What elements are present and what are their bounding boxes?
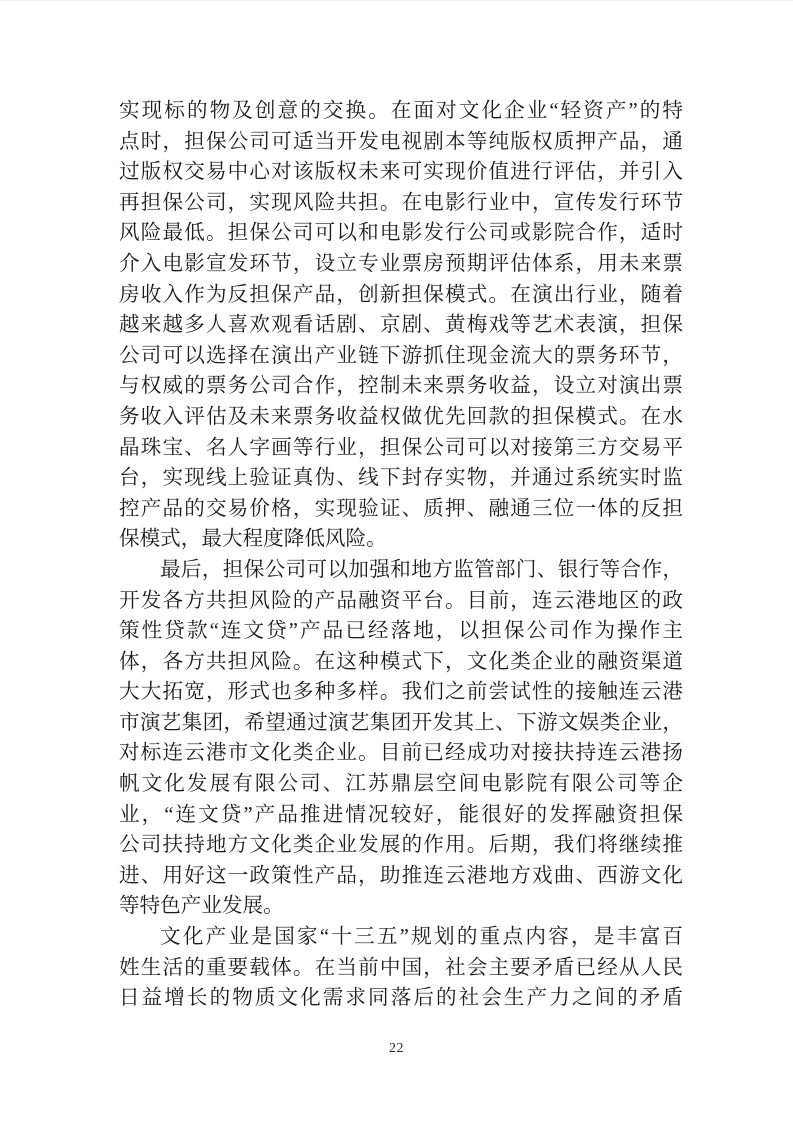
text-line: 文化产业是国家“十三五”规划的重点内容，是丰富百: [160, 926, 683, 949]
page-body-text: [119, 96, 683, 1014]
text-line: 介入电影宣发环节，设立专业票房预期评估体系，用未来票: [119, 252, 683, 275]
text-line: 体，各方共担风险。在这种模式下，文化类企业的融资渠道: [119, 650, 683, 673]
text-line: 对标连云港市文化类企业。目前已经成功对接扶持连云港扬: [119, 742, 683, 765]
text-line: 过版权交易中心对该版权未来可实现价值进行评估，并引入: [119, 161, 683, 184]
text-line: 进、用好这一政策性产品，助推连云港地方戏曲、西游文化: [119, 864, 683, 887]
text-line: 与权威的票务公司合作，控制未来票务收益，设立对演出票: [119, 375, 683, 398]
text-line: 开发各方共担风险的产品融资平台。目前，连云港地区的政: [119, 589, 683, 612]
page-footer: [0, 1039, 793, 1057]
text-line: 公司可以选择在演出产业链下游抓住现金流大的票务环节，: [119, 344, 683, 367]
text-line: 风险最低。担保公司可以和电影发行公司或影院合作，适时: [119, 222, 683, 245]
page-number: 22: [389, 1041, 404, 1056]
text-line: 控产品的交易价格，实现验证、质押、融通三位一体的反担: [119, 497, 683, 520]
text-line: 市演艺集团，希望通过演艺集团开发其上、下游文娱类企业，: [119, 711, 683, 734]
text-line: 台，实现线上验证真伪、线下封存实物，并通过系统实时监: [119, 467, 683, 490]
text-line: 点时，担保公司可适当开发电视剧本等纯版权质押产品，通: [119, 130, 683, 153]
text-line: 帆文化发展有限公司、江苏鼎层空间电影院有限公司等企: [119, 773, 683, 796]
text-line: 姓生活的重要载体。在当前中国，社会主要矛盾已经从人民: [119, 956, 683, 979]
text-line: 务收入评估及未来票务收益权做优先回款的担保模式。在水: [119, 405, 683, 428]
text-line: 再担保公司，实现风险共担。在电影行业中，宣传发行环节: [119, 191, 683, 214]
text-line: 等特色产业发展。: [119, 895, 284, 918]
text-line: 大大拓宽，形式也多种多样。我们之前尝试性的接触连云港: [119, 681, 683, 704]
text-line: 公司扶持地方文化类企业发展的作用。后期，我们将继续推: [119, 834, 683, 857]
text-line: 房收入作为反担保产品，创新担保模式。在演出行业，随着: [119, 283, 683, 306]
text-line: 晶珠宝、名人字画等行业，担保公司可以对接第三方交易平: [119, 436, 683, 459]
text-line: 策性贷款“连文贷”产品已经落地，以担保公司作为操作主: [119, 620, 683, 643]
text-line: 越来越多人喜欢观看话剧、京剧、黄梅戏等艺术表演，担保: [119, 314, 683, 337]
text-line: 最后，担保公司可以加强和地方监管部门、银行等合作，: [160, 558, 683, 581]
text-line: 实现标的物及创意的交换。在面对文化企业“轻资产”的特: [119, 100, 683, 122]
text-line: 业，“连文贷”产品推进情况较好，能很好的发挥融资担保: [119, 803, 683, 826]
text-line: 保模式，最大程度降低风险。: [119, 528, 387, 551]
text-line: 日益增长的物质文化需求同落后的社会生产力之间的矛盾: [119, 987, 683, 1010]
